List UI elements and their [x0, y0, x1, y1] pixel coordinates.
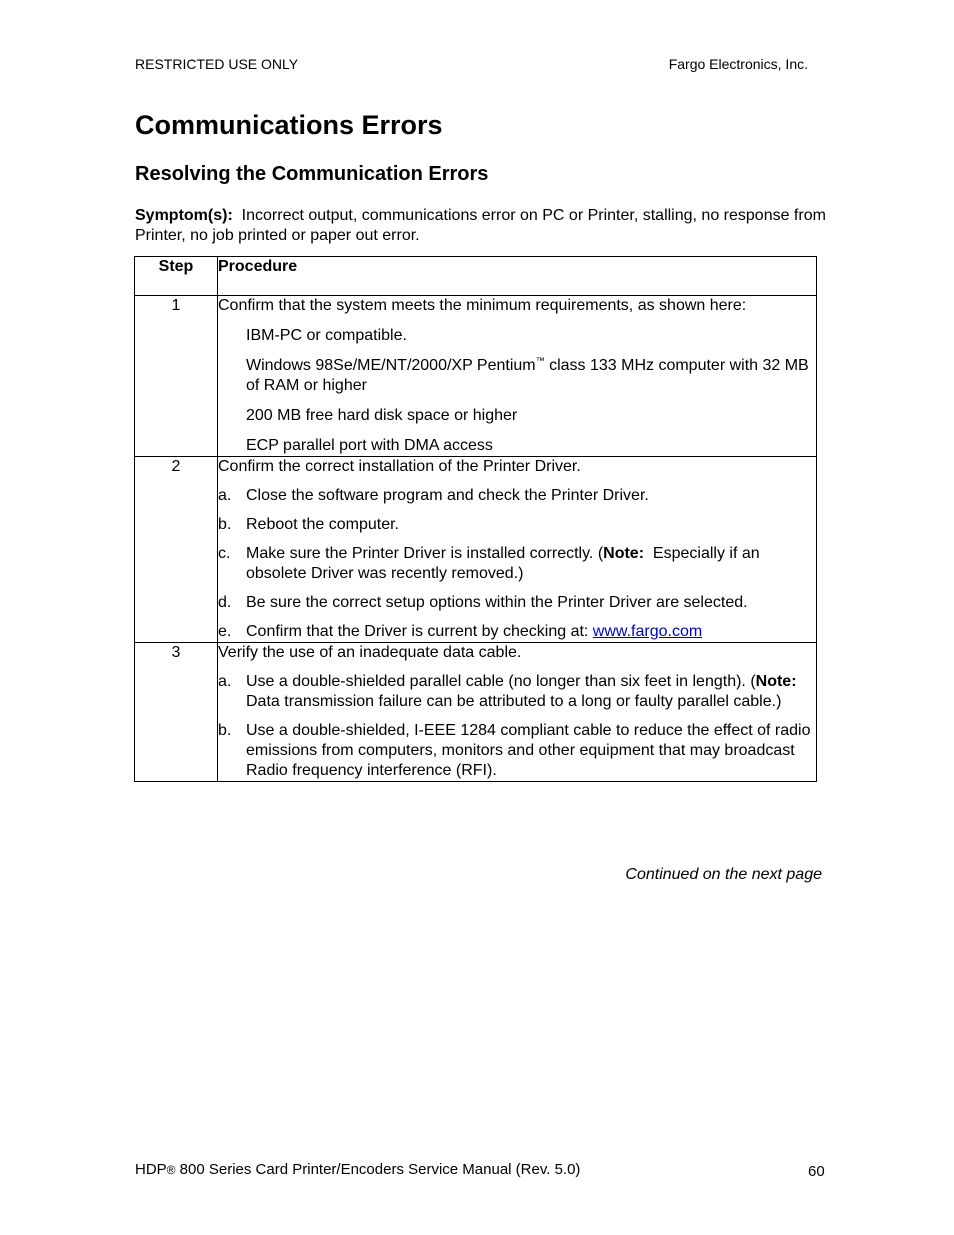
list-text: Close the software program and check the Printer Driver. [246, 487, 649, 504]
step-number: 3 [135, 643, 218, 782]
procedure-cell [218, 457, 817, 643]
list-text [246, 544, 816, 584]
requirement-text: Windows 98Se/ME/NT/2000/XP Pentium [246, 357, 536, 374]
table-row [135, 296, 817, 457]
header-right: Fargo Electronics, Inc. [668, 56, 808, 72]
footer-text: 800 Series Card Printer/Encoders Service Manual (Rev. 5.0) [175, 1161, 581, 1178]
trademark-symbol: ™ [535, 355, 545, 366]
list-item [218, 593, 816, 613]
symptom-text: Incorrect output, communications error on PC or Printer, stalling, no response from Printer, no job printed or paper out error. [135, 207, 826, 244]
requirement-text: class 133 MHz computer with 32 MB of RAM or higher [246, 357, 809, 394]
note-label: Note: [603, 545, 645, 562]
procedure-cell [218, 296, 817, 457]
list-text [246, 622, 816, 642]
list-text [246, 672, 816, 712]
list-marker: b. [218, 516, 232, 533]
procedure-table [134, 256, 817, 782]
list-text-part: Data transmission failure can be attributed to a long or faulty parallel cable.) [246, 673, 806, 710]
list-item [218, 544, 816, 584]
list-text-part: Make sure the Printer Driver is installed correctly. ( [246, 545, 604, 562]
symptom-paragraph [135, 206, 845, 246]
procedure-intro: Verify the use of an inadequate data cable. [218, 644, 522, 661]
requirement-item: 200 MB free hard disk space or higher [246, 407, 518, 424]
note-label: Note: [755, 673, 797, 690]
procedure-intro: Confirm that the system meets the minimum requirements, as shown here: [218, 297, 747, 314]
procedure-cell [218, 643, 817, 782]
procedure-intro: Confirm the correct installation of the Printer Driver. [218, 458, 581, 475]
symptom-label: Symptom(s): [135, 207, 233, 224]
procedure-column-header: Procedure [218, 257, 817, 296]
fargo-website-link[interactable]: www.fargo.com [592, 623, 703, 640]
page-title: Communications Errors [135, 110, 443, 140]
step-number: 1 [135, 296, 218, 457]
list-item [218, 622, 816, 642]
list-text-part: Use a double-shielded parallel cable (no longer than six feet in length). ( [246, 673, 756, 690]
list-item [218, 515, 816, 535]
list-marker: e. [218, 623, 232, 640]
footer-title [135, 1161, 580, 1178]
section-title: Resolving the Communication Errors [135, 163, 489, 185]
page-number: 60 [808, 1163, 825, 1180]
list-text: Reboot the computer. [246, 516, 399, 533]
list-text-part: Especially if an obsolete Driver was recently removed.) [246, 545, 765, 582]
table-row [135, 643, 817, 782]
requirement-item: IBM-PC or compatible. [246, 327, 407, 344]
footer-brand: HDP [135, 1161, 167, 1178]
continued-note: Continued on the next page [625, 866, 822, 883]
step-column-header: Step [135, 257, 218, 296]
list-text-part: Confirm that the Driver is current by checking at: [246, 623, 593, 640]
list-item [218, 672, 816, 712]
step-number: 2 [135, 457, 218, 643]
requirement-item: ECP parallel port with DMA access [246, 437, 493, 454]
list-marker: d. [218, 594, 232, 611]
list-text: Be sure the correct setup options within the Printer Driver are selected. [246, 594, 748, 611]
list-marker: c. [218, 545, 231, 562]
list-text: Use a double-shielded, I-EEE 1284 compliant cable to reduce the effect of radio emissions from computers, monitors and other equipment that may broadcast Radio frequency interference (RFI). [246, 722, 811, 779]
list-item [218, 721, 816, 781]
header-left: RESTRICTED USE ONLY [135, 56, 299, 72]
registered-mark: ® [166, 1163, 176, 1177]
list-item [218, 486, 816, 506]
table-row [135, 457, 817, 643]
table-header-row [135, 257, 817, 296]
list-marker: a. [218, 487, 232, 504]
list-marker: a. [218, 673, 232, 690]
requirement-item [246, 356, 816, 396]
list-marker: b. [218, 722, 232, 739]
